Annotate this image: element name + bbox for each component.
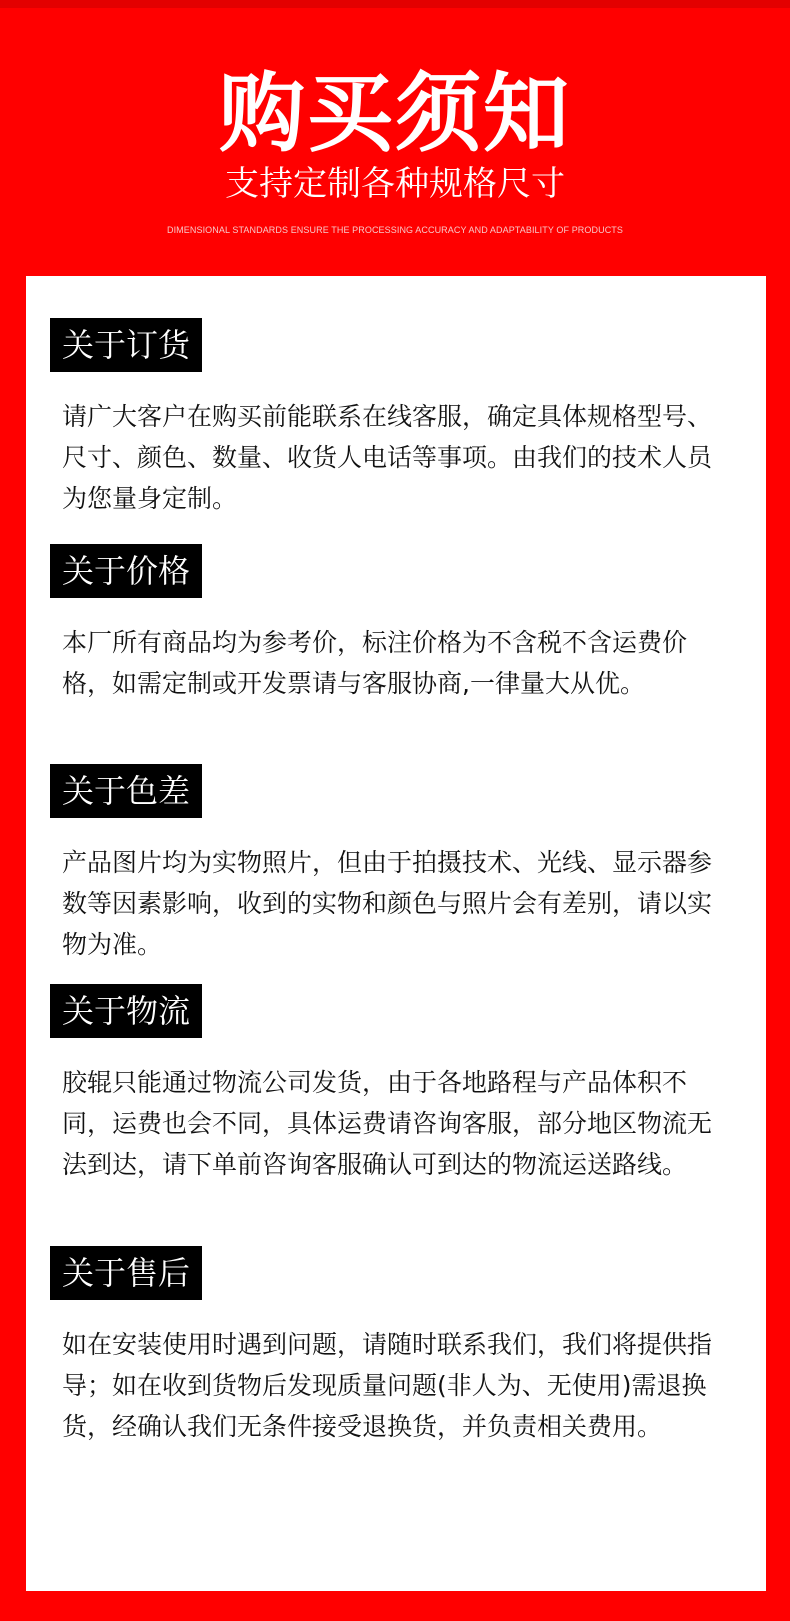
color-difference-section-text: 产品图片均为实物照片，但由于拍摄技术、光线、显示器参数等因素影响，收到的实物和颜色与照片会有差别，请以实物为准。 xyxy=(62,848,713,959)
notice-header xyxy=(0,8,790,270)
notice-panel xyxy=(26,276,766,1591)
ordering-section-text: 请广大客户在购买前能联系在线客服，确定具体规格型号、尺寸、颜色、数量、收货人电话等事项。由我们的技术人员为您量身定制。 xyxy=(62,402,713,513)
after-sales-section-text: 如在安装使用时遇到问题，请随时联系我们，我们将提供指导；如在收到货物后发现质量问题(非人为、无使用)需退换货，经确认我们无条件接受退换货，并负责相关费用。 xyxy=(62,1330,713,1441)
pricing-section xyxy=(50,544,740,704)
logistics-section-title: 关于物流 xyxy=(50,984,202,1038)
ordering-section-title: 关于订货 xyxy=(50,318,202,372)
pricing-section-text: 本厂所有商品均为参考价，标注价格为不含税不含运费价格，如需定制或开发票请与客服协商,一律量大从优。 xyxy=(62,628,688,698)
pricing-section-title: 关于价格 xyxy=(50,544,202,598)
english-tagline: DIMENSIONAL STANDARDS ENSURE THE PROCESSING ACCURACY AND ADAPTABILITY OF PRODUCTS xyxy=(166,225,624,235)
color-difference-section-title: 关于色差 xyxy=(50,764,202,818)
after-sales-section-title: 关于售后 xyxy=(50,1246,202,1300)
ordering-section xyxy=(50,318,740,519)
page-title: 购买须知 xyxy=(219,64,571,164)
logistics-section-text: 胶辊只能通过物流公司发货，由于各地路程与产品体积不同，运费也会不同，具体运费请咨询客服，部分地区物流无法到达，请下单前咨询客服确认可到达的物流运送路线。 xyxy=(62,1068,713,1179)
after-sales-section xyxy=(50,1246,740,1447)
color-difference-section xyxy=(50,764,740,965)
page-subtitle: 支持定制各种规格尺寸 xyxy=(225,164,565,204)
logistics-section xyxy=(50,984,740,1185)
